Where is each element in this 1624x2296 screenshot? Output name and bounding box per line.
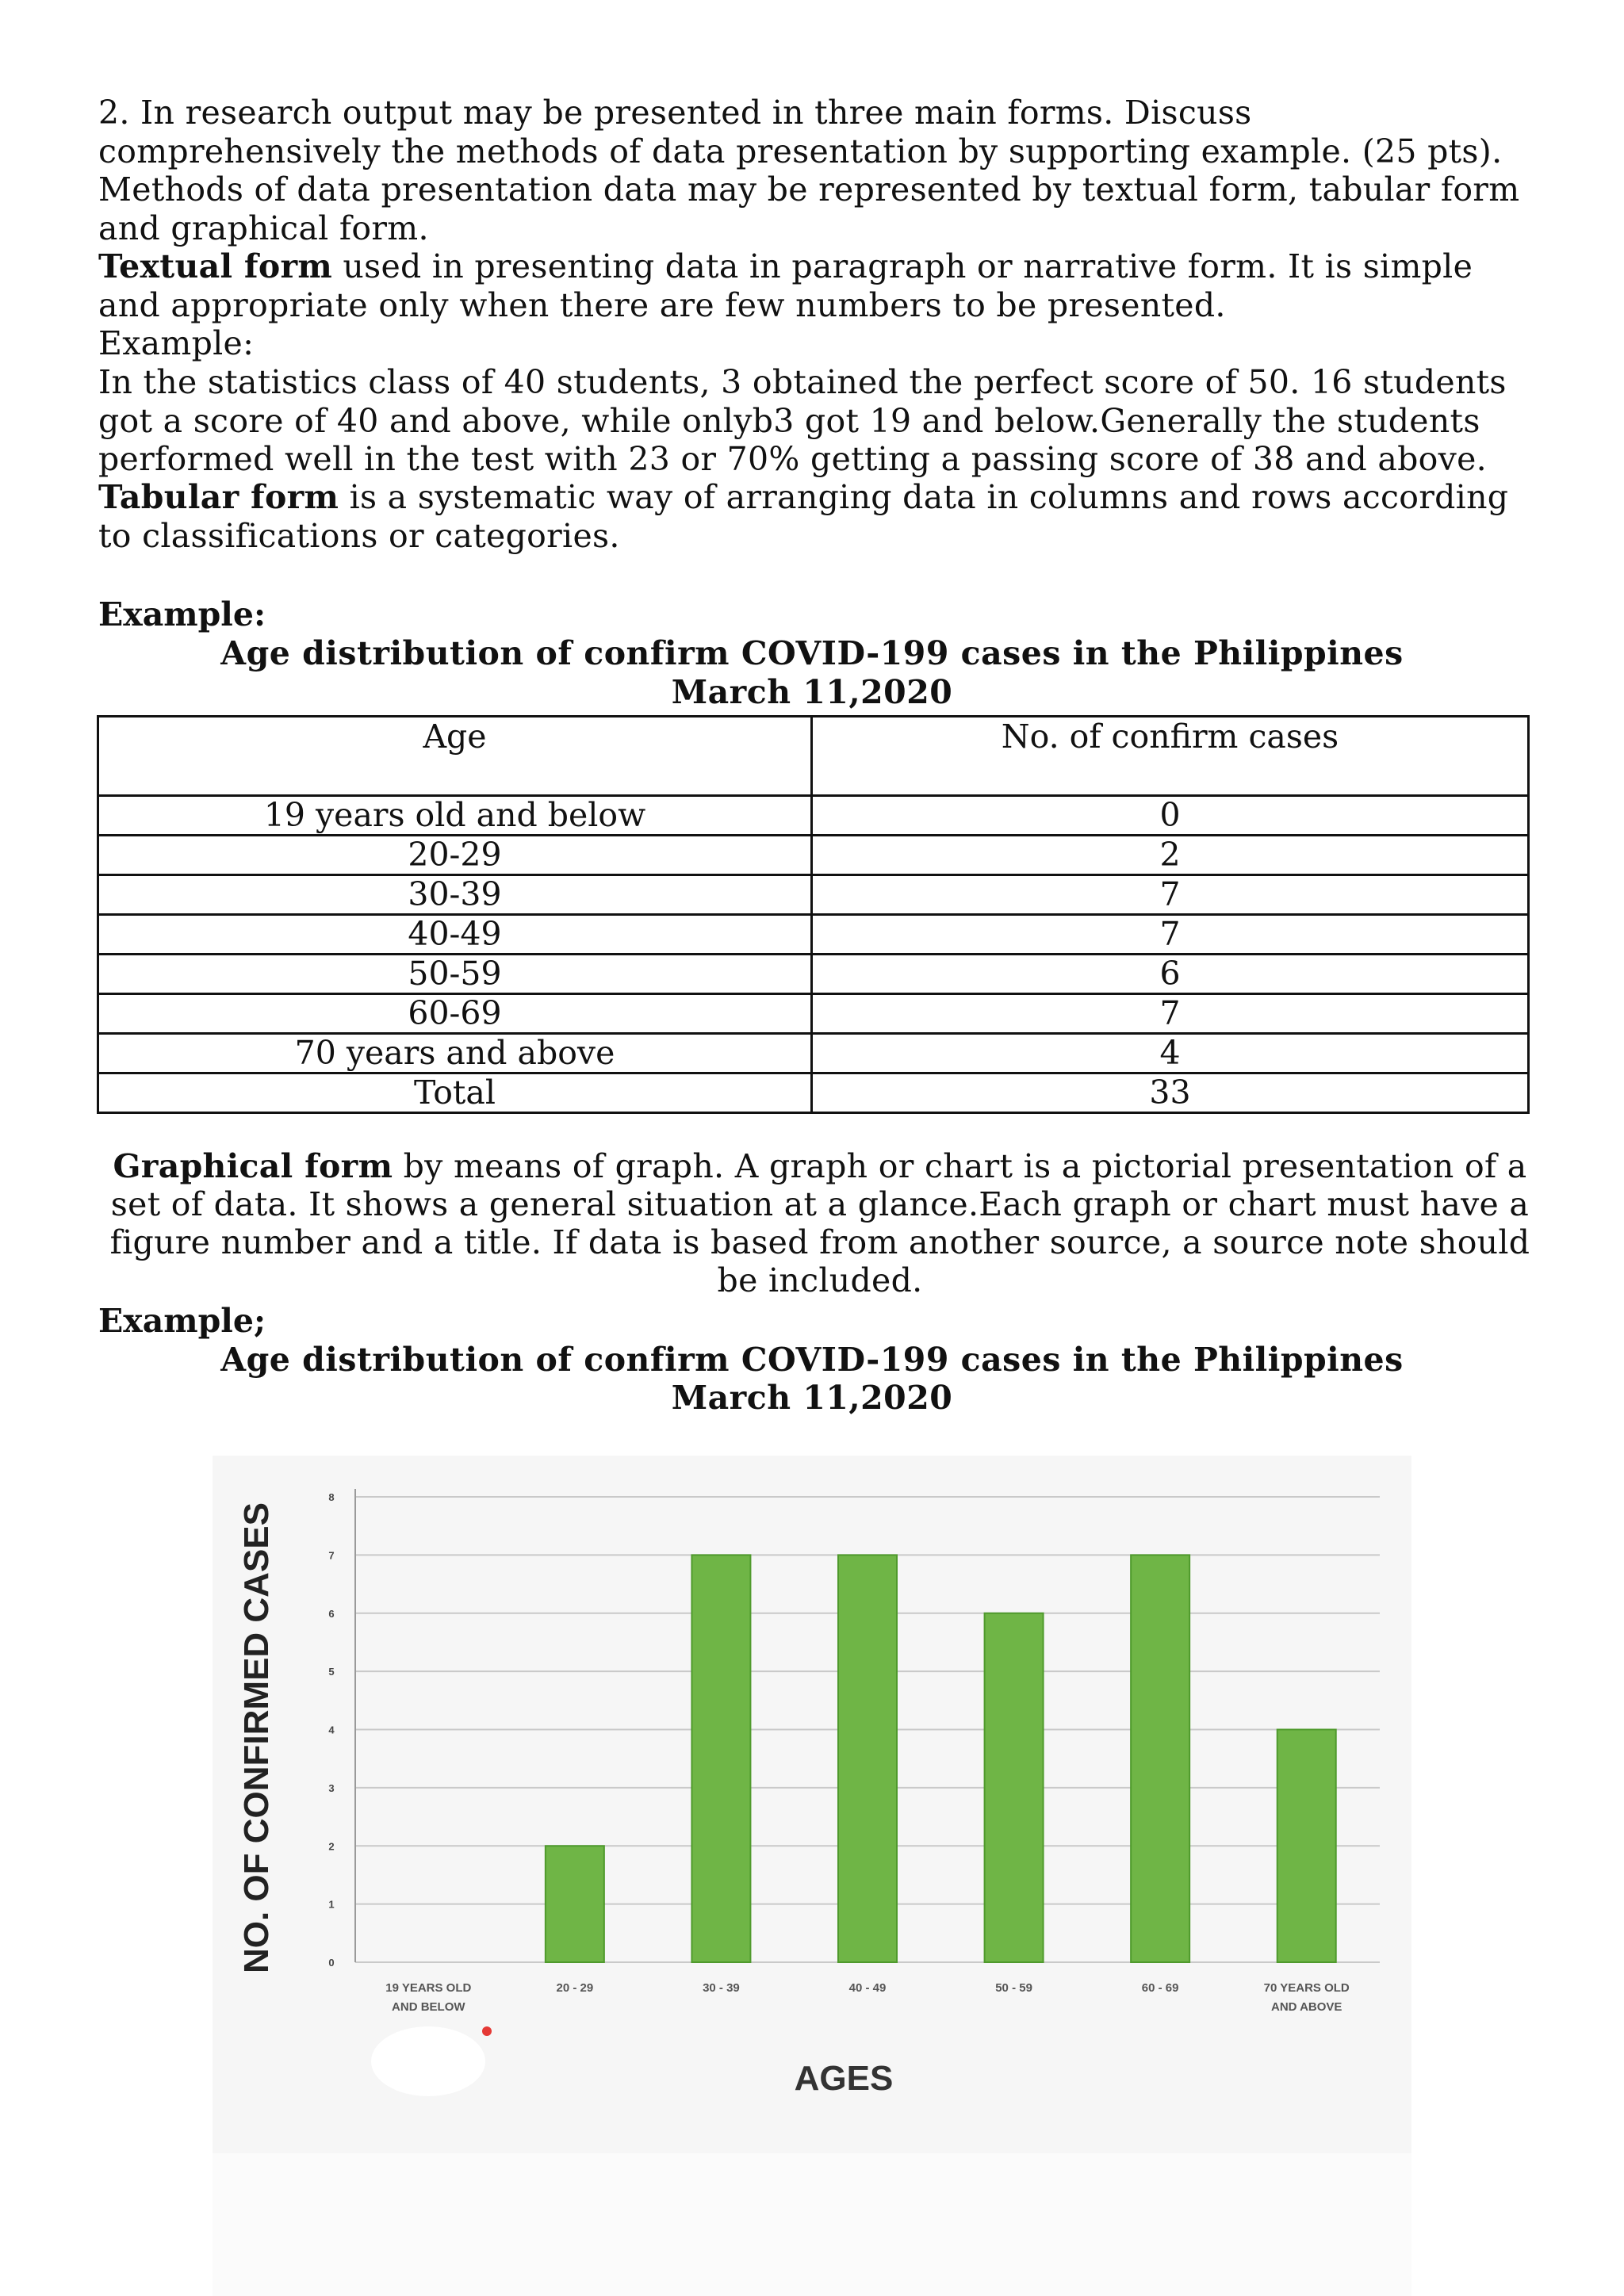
x-axis-label: AGES	[794, 2059, 894, 2098]
textual-form-term: Textual form	[98, 247, 333, 285]
table-cell-cases: 2	[812, 836, 1529, 875]
x-tick-label: 70 YEARS OLD	[1263, 1981, 1350, 1995]
table-cell-total-value: 33	[812, 1073, 1529, 1113]
x-tick-label: 20 - 29	[556, 1981, 594, 1995]
table-caption-date: March 11,2020	[671, 673, 953, 711]
y-tick-label: 7	[328, 1549, 335, 1562]
table-cell-cases: 7	[812, 875, 1529, 915]
x-tick-label: AND ABOVE	[1270, 2000, 1342, 2014]
intro-text: Methods of data presentation data may be represented by textual form, tabular form and graphical form.	[98, 170, 1520, 247]
table-caption-title: Age distribution of confirm COVID-199 cases in the Philippines	[220, 634, 1404, 672]
bar	[691, 1555, 750, 1962]
chart-caption-title: Age distribution of confirm COVID-199 cases in the Philippines	[220, 1341, 1404, 1379]
chart-caption-date: March 11,2020	[671, 1379, 953, 1417]
table-cell-age: 70 years and above	[98, 1034, 812, 1073]
x-tick-label: 30 - 39	[703, 1981, 740, 1995]
y-tick-label: 5	[328, 1666, 335, 1678]
textual-form-definition: used in presenting data in paragraph or narrative form. It is simple and appropriate only when there are few numbers to be presented.	[98, 247, 1473, 324]
table-cell-cases: 4	[812, 1034, 1529, 1073]
x-tick-label: 60 - 69	[1141, 1981, 1179, 1995]
table-cell-age: 40-49	[98, 915, 812, 955]
table-cell-age: 20-29	[98, 836, 812, 875]
table-example-label: Example:	[98, 595, 266, 633]
y-tick-label: 1	[328, 1898, 335, 1911]
table-cell-cases: 0	[812, 796, 1529, 836]
x-tick-label: 19 YEARS OLD	[385, 1981, 472, 1995]
graphical-form-definition: by means of graph. A graph or chart is a pictorial presentation of a set of data. It shows a general situation at a glance.Each graph or chart must have a figure number and a title. If data is based from another source, a source note should be included.	[109, 1147, 1530, 1299]
table-cell-cases: 7	[812, 994, 1529, 1034]
y-tick-label: 4	[328, 1724, 335, 1736]
y-tick-label: 0	[328, 1957, 335, 1969]
table-cell-cases: 6	[812, 955, 1529, 994]
table-cell-age: 19 years old and below	[98, 796, 812, 836]
bar	[1131, 1555, 1189, 1962]
table-cell-total-label: Total	[98, 1073, 812, 1113]
table-header-cases: No. of confirm cases	[812, 717, 1529, 796]
x-tick-label: AND BELOW	[392, 2000, 465, 2014]
y-tick-label: 2	[328, 1840, 335, 1853]
textual-example-label: Example:	[98, 324, 255, 362]
graph-example-label: Example;	[98, 1302, 266, 1340]
x-tick-label: 40 - 49	[848, 1981, 887, 1995]
red-dot-mark	[482, 2026, 492, 2036]
bar	[985, 1613, 1044, 1962]
x-tick-label: 50 - 59	[995, 1981, 1032, 1995]
y-tick-label: 3	[328, 1781, 335, 1794]
table-cell-age: 50-59	[98, 955, 812, 994]
y-axis-label: NO. OF CONFIRMED CASES	[237, 1502, 276, 1974]
bar	[838, 1555, 897, 1962]
bar	[546, 1846, 604, 1962]
y-tick-label: 8	[328, 1491, 335, 1503]
tabular-form-definition: is a systematic way of arranging data in columns and rows according to classifications or categories.	[98, 478, 1509, 555]
bar	[1277, 1730, 1336, 1963]
table-header-age: Age	[98, 717, 812, 796]
table-cell-age: 30-39	[98, 875, 812, 915]
table-cell-age: 60-69	[98, 994, 812, 1034]
question-text: 2. In research output may be presented in three main forms. Discuss comprehensively the methods of data presentation by supporting example. (25 pts).	[98, 94, 1503, 170]
decorative-blob	[371, 2026, 485, 2096]
graphical-form-term: Graphical form	[113, 1147, 393, 1185]
textual-example-text: In the statistics class of 40 students, 3 obtained the perfect score of 50. 16 students got a score of 40 and above, while onlyb3 got 19 and below.Generally the students performed well in the test with 23 or 70% getting a passing score of 38 and above.	[98, 363, 1507, 478]
y-tick-label: 6	[328, 1607, 335, 1620]
table-cell-cases: 7	[812, 915, 1529, 955]
tabular-form-term: Tabular form	[98, 478, 339, 516]
